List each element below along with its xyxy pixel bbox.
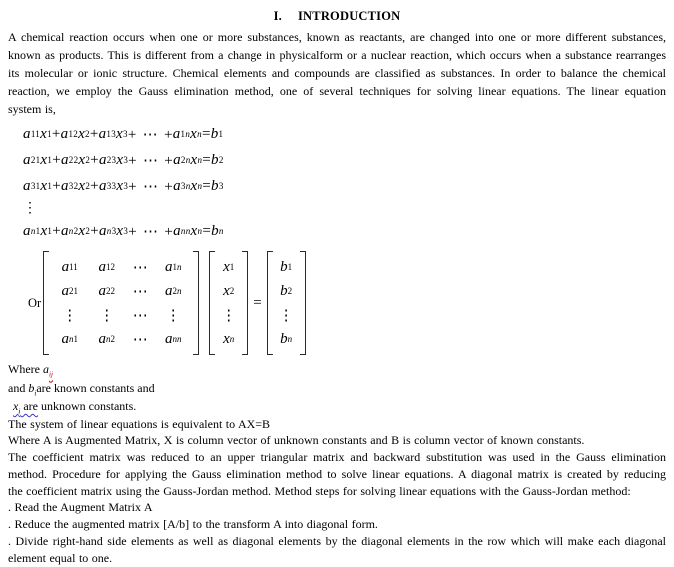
intro-paragraph — [8, 28, 666, 118]
text-line: reaction, we employ the Gauss elimination method, one of several techniques for solving linear equations. The linear equation — [8, 84, 666, 98]
text-line: the coefficient matrix using the Gauss-Jordan method. Method steps for solving linear equations with the Gauss-Jordan method: — [8, 483, 631, 498]
text-line: Where A is Augmented Matrix, X is column vector of unknown constants and B is column vector of known constants. — [8, 433, 585, 448]
variable-a: a — [42, 362, 49, 376]
matrix-cell: ⋮ — [62, 307, 78, 324]
text-run: and — [8, 380, 29, 395]
matrix-cell: a 12 — [98, 258, 115, 275]
equation-system — [8, 121, 666, 244]
where-line-xi — [8, 397, 666, 416]
subscript-ij-misspell: ij — [48, 370, 53, 379]
matrix-cell: ⋯ — [132, 283, 148, 300]
vector-B — [267, 251, 306, 355]
step-reduce-matrix: . Reduce the augmented matrix [A/b] to the transform A into diagonal form. — [8, 517, 378, 532]
matrix-cell: a n1 — [61, 330, 78, 347]
where-line-aij — [8, 360, 666, 379]
equals-sign: = — [253, 294, 262, 311]
method-paragraph — [8, 416, 666, 567]
vector-X — [209, 251, 248, 355]
step-read-matrix: . Read the Augment Matrix A — [8, 500, 153, 515]
text-run: unknown constants. — [37, 399, 137, 413]
text-line: known as products. This is different from a change in physicalform or a nuclear reaction, which occurs when a substance rearranges — [8, 48, 666, 62]
text-line: its molecular or ionic structure. Chemical elements and compounds are classified as substances. In order to balance the chemical — [8, 66, 666, 80]
matrix-cell: b n — [280, 330, 293, 347]
subscript-i: i — [18, 407, 21, 416]
matrix-cell: ⋮ — [99, 307, 115, 324]
matrix-cell: b 1 — [280, 258, 293, 275]
step-divide-elements: . Divide right-hand side elements as well as diagonal elements by the diagonal elements in the row which will make each diagonal — [8, 534, 666, 549]
matrix-cell: a 2n — [164, 282, 182, 299]
vertical-ellipsis: ⋮ — [23, 201, 38, 216]
matrix-equation — [28, 251, 666, 355]
matrix-cell: b 2 — [280, 282, 293, 299]
matrix-cell: x n — [223, 330, 235, 347]
matrix-cell: ⋯ — [132, 307, 148, 324]
text-line: The system of linear equations is equivalent to AX=B — [8, 416, 271, 431]
equation-line-1: a 11 x 1 + a 12 x 2 + a 13 x 3 + ⋯ + a 1n x n = b 1 — [23, 125, 224, 143]
matrix-cell: a 11 — [61, 258, 78, 275]
matrix-cell: a 22 — [98, 282, 115, 299]
equation-line-n: a n1 x 1 + a n2 x 2 + a n3 x 3 + ⋯ + a nn x n = b n — [23, 222, 224, 240]
matrix-cell: a 1n — [164, 258, 182, 275]
matrix-cell: a nn — [164, 330, 182, 347]
matrix-cell: ⋮ — [165, 307, 181, 324]
matrix-cell: ⋮ — [278, 307, 294, 324]
text-run: Where — [8, 362, 43, 376]
text-line: system is, — [8, 102, 56, 116]
matrix-cell: a 21 — [61, 282, 78, 299]
variable-b: b — [28, 380, 35, 395]
or-label: Or — [28, 295, 42, 310]
grammar-flagged-run — [13, 399, 38, 416]
section-heading — [8, 8, 666, 24]
matrix-cell: ⋮ — [221, 307, 237, 324]
matrix-A — [43, 251, 199, 355]
matrix-cell: x 1 — [223, 258, 235, 275]
text-line: method. Procedure for applying the Gauss elimination method to solve linear equations. A diagonal matrix is created by reducing — [8, 466, 666, 481]
section-number: I. — [273, 9, 282, 23]
text-line: A chemical reaction occurs when one or more substances, known as reactants, are changed into one or more different substances, — [8, 30, 666, 44]
matrix-cell: x 2 — [223, 282, 235, 299]
variable-x: x — [13, 399, 19, 413]
matrix-cell: ⋯ — [132, 259, 148, 276]
text-run: are known constants and — [36, 380, 155, 395]
section-title: INTRODUCTION — [297, 9, 401, 23]
where-block — [8, 360, 666, 416]
matrix-cell: a n2 — [98, 330, 115, 347]
step-divide-elements-cont: element equal to one. — [8, 550, 113, 565]
matrix-cell: ⋯ — [132, 331, 148, 348]
text-line: The coefficient matrix was reduced to an upper triangular matrix and backward substitution was used in the Gauss elimination — [8, 450, 666, 465]
equation-line-3: a 31 x 1 + a 32 x 2 + a 33 x 3 + ⋯ + a 3n x n = b 3 — [23, 177, 224, 195]
subscript-i: i — [34, 388, 37, 397]
text-run: are — [20, 399, 38, 413]
equation-line-2: a 21 x 1 + a 22 x 2 + a 23 x 3 + ⋯ + a 2n x n = b 2 — [23, 151, 224, 169]
where-line-bi — [8, 379, 666, 398]
